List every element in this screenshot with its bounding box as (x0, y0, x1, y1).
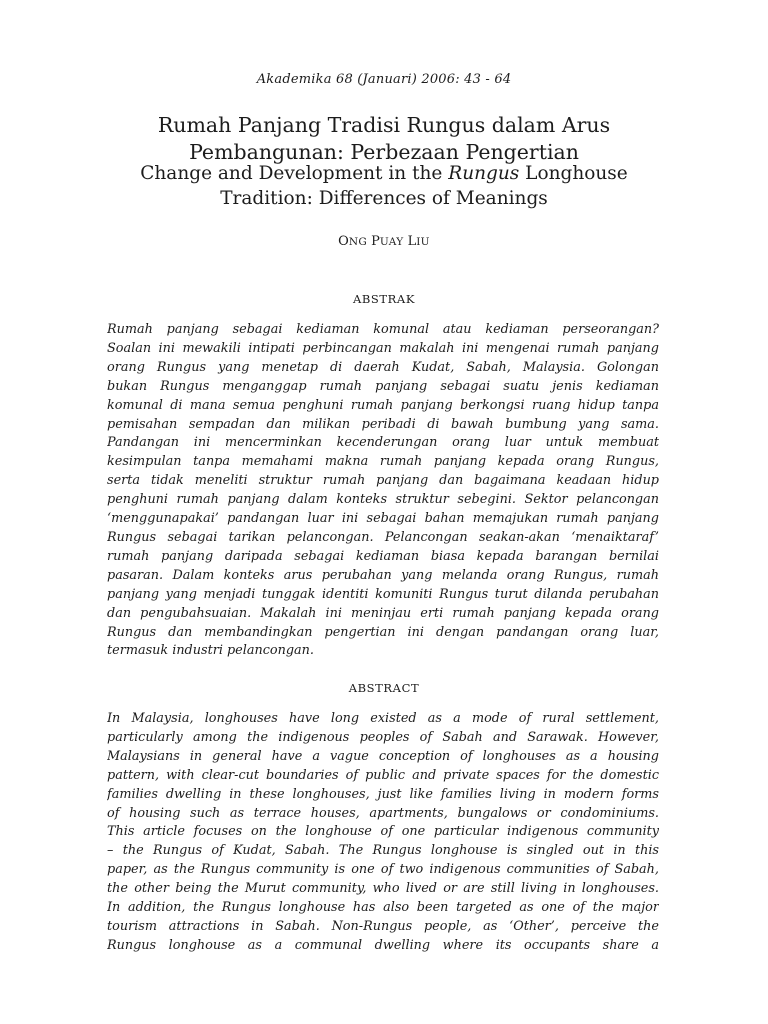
abstrak-line: dan pengubahsuaian. Makalah ini meninjau erti rumah panjang kepada orang (107, 605, 659, 621)
abstract-line: Malaysians in general have a vague conception of longhouses as a housing (107, 748, 659, 764)
title-english-line (100, 161, 668, 186)
title-malay-line: Pembangunan: Perbezaan Pengertian (189, 140, 579, 164)
abstrak-line: Rungus dan membandingkan pengertian ini dengan pandangan orang luar, (107, 624, 659, 640)
abstract-line: of housing such as terrace houses, apartments, bungalows or condominiums. (107, 805, 659, 821)
abstract-line: families dwelling in these longhouses, just like families living in modern forms (107, 786, 659, 802)
title-malay-line: Rumah Panjang Tradisi Rungus dalam Arus (157, 113, 611, 137)
author-name: ONG PUAY LIU (338, 234, 430, 249)
abstrak-line: orang Rungus yang menetap di daerah Kudat, Sabah, Malaysia. Golongan (107, 359, 659, 375)
title-english-line: Tradition: Differences of Meanings (220, 188, 548, 209)
abstrak-line: bukan Rungus menganggap rumah panjang sebagai suatu jenis kediaman (107, 378, 659, 394)
abstrak-line: Soalan ini mewakili intipati perbincangan makalah ini mengenai rumah panjang (107, 340, 659, 356)
title-english-text: Longhouse (519, 163, 628, 184)
title-english-italic: Rungus (448, 163, 520, 184)
journal-citation: Akademika 68 (Januari) 2006: 43 - 64 (256, 72, 512, 87)
abstrak-line: komunal di mana semua penghuni rumah panjang berkongsi ruang hidup tanpa (107, 397, 659, 413)
title-malay (100, 112, 668, 166)
abstrak-line: ‘menggunapakai’ pandangan luar ini sebagai bahan memajukan rumah panjang (107, 511, 659, 527)
abstrak-line: serta tidak meneliti struktur rumah panjang dan bagaimana keadaan hidup (107, 473, 659, 489)
abstract-heading: ABSTRACT (348, 681, 420, 695)
abstrak-body (107, 321, 659, 661)
abstract-body (107, 710, 659, 956)
abstract-line: – the Rungus of Kudat, Sabah. The Rungus longhouse is singled out in this (107, 843, 659, 859)
abstract-line: In addition, the Rungus longhouse has also been targeted as one of the major (107, 900, 659, 916)
abstrak-line: pemisahan sempadan dan milikan peribadi di bawah bumbung yang sama. (107, 416, 659, 432)
abstract-line: In Malaysia, longhouses have long existed as a mode of rural settlement, (107, 711, 659, 726)
abstract-line: the other being the Murut community, who lived or are still living in longhouses. (107, 881, 659, 897)
abstrak-line: pasaran. Dalam konteks arus perubahan yang melanda orang Rungus, rumah (107, 567, 659, 583)
abstrak-heading: ABSTRAK (352, 292, 416, 306)
abstract-line: particularly among the indigenous peoples of Sabah and Sarawak. However, (107, 729, 659, 745)
abstrak-line: termasuk industri pelancongan. (107, 643, 314, 659)
abstrak-line: Pandangan ini mencerminkan kecenderungan orang luar untuk membuat (107, 435, 659, 451)
abstrak-line: Rumah panjang sebagai kediaman komunal atau kediaman perseorangan? (107, 322, 659, 337)
abstract-line: tourism attractions in Sabah. Non-Rungus people, as ‘Other’, perceive the (107, 918, 659, 934)
title-english (100, 161, 668, 211)
abstract-line: paper, as the Rungus community is one of two indigenous communities of Sabah, (107, 862, 659, 878)
abstrak-line: penghuni rumah panjang dalam konteks struktur sebegini. Sektor pelancongan (107, 492, 659, 508)
abstract-line: This article focuses on the longhouse of one particular indigenous community (107, 824, 659, 840)
title-english-text: Change and Development in the (140, 163, 449, 184)
abstrak-line: Rungus sebagai tarikan pelancongan. Pelancongan seakan-akan ‘menaiktaraf’ (107, 529, 659, 545)
abstrak-line: rumah panjang daripada sebagai kediaman biasa kepada barangan bernilai (107, 548, 659, 564)
abstract-line: pattern, with clear-cut boundaries of public and private spaces for the domestic (107, 767, 659, 783)
abstrak-line: kesimpulan tanpa memahami makna rumah panjang kepada orang Rungus, (107, 454, 659, 470)
abstract-line: Rungus longhouse as a communal dwelling where its occupants share a (107, 937, 659, 953)
abstrak-line: panjang yang menjadi tunggak identiti komuniti Rungus turut dilanda perubahan (107, 586, 659, 602)
